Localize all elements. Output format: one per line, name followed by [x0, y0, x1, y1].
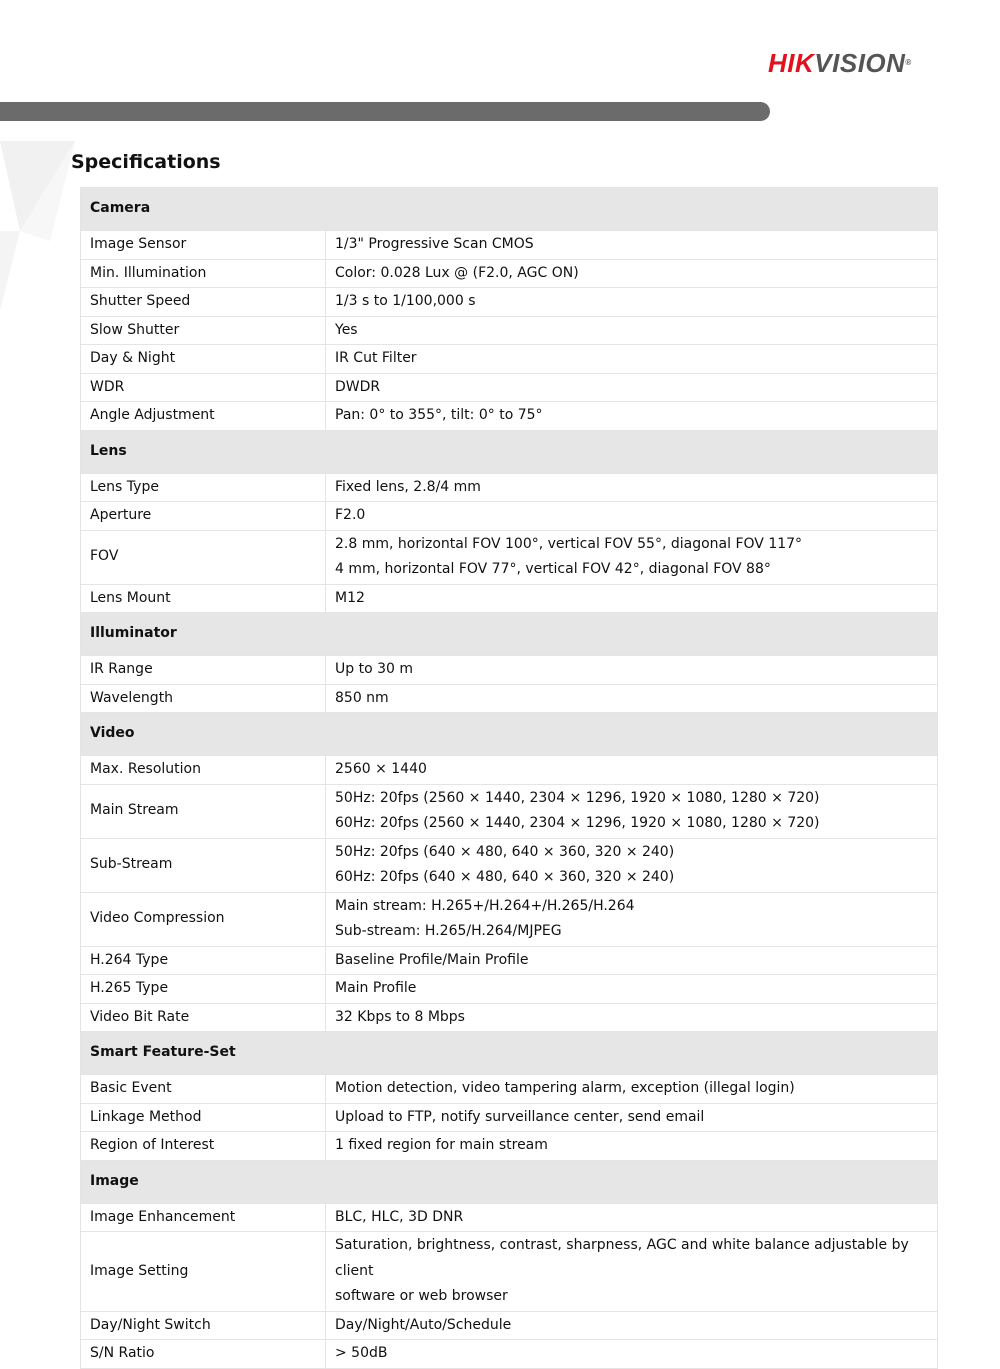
spec-value	[326, 345, 938, 374]
section-title: Smart Feature-Set	[81, 1032, 938, 1075]
spec-value	[326, 473, 938, 502]
spec-value-line: Sub-stream: H.265/H.264/MJPEG	[335, 923, 562, 939]
spec-label: Day & Night	[81, 345, 326, 374]
spec-value-line: 1/3" Progressive Scan CMOS	[335, 236, 534, 252]
spec-value	[326, 530, 938, 584]
spec-row	[81, 316, 938, 345]
spec-label: Image Setting	[81, 1232, 326, 1312]
spec-value	[326, 1103, 938, 1132]
spec-value-line: 1/3 s to 1/100,000 s	[335, 293, 476, 309]
spec-label: H.264 Type	[81, 946, 326, 975]
spec-value-line: Pan: 0° to 355°, tilt: 0° to 75°	[335, 407, 543, 423]
spec-value-line: 2.8 mm, horizontal FOV 100°, vertical FOV 55°, diagonal FOV 117°	[335, 535, 803, 552]
spec-value-line: Main stream: H.265+/H.264+/H.265/H.264	[335, 897, 635, 914]
spec-value	[326, 1232, 938, 1312]
section-title: Lens	[81, 430, 938, 473]
spec-value-line: Motion detection, video tampering alarm, exception (illegal login)	[335, 1080, 795, 1096]
section-title: Video	[81, 713, 938, 756]
spec-label: Image Enhancement	[81, 1203, 326, 1232]
spec-value-line: IR Cut Filter	[335, 350, 417, 366]
spec-value-line: > 50dB	[335, 1345, 388, 1361]
spec-value-line: Saturation, brightness, contrast, sharpness, AGC and white balance adjustable by client	[335, 1237, 909, 1279]
section-header-row	[81, 188, 938, 231]
spec-label: Sub-Stream	[81, 838, 326, 892]
section-title: Camera	[81, 188, 938, 231]
registered-mark: ®	[905, 58, 912, 67]
hikvision-logo	[768, 48, 912, 78]
spec-row	[81, 1132, 938, 1161]
spec-row	[81, 684, 938, 713]
spec-value-line: 50Hz: 20fps (640 × 480, 640 × 360, 320 × 240)	[335, 843, 675, 860]
spec-value	[326, 502, 938, 531]
spec-value	[326, 584, 938, 613]
spec-row	[81, 345, 938, 374]
spec-row	[81, 1203, 938, 1232]
spec-value	[326, 373, 938, 402]
spec-value-line: F2.0	[335, 507, 366, 523]
spec-row	[81, 1075, 938, 1104]
section-header-row	[81, 613, 938, 656]
spec-value	[326, 1075, 938, 1104]
decorative-triangles	[0, 121, 80, 321]
spec-label: Image Sensor	[81, 231, 326, 260]
spec-value	[326, 1340, 938, 1369]
spec-label: Slow Shutter	[81, 316, 326, 345]
logo-part-red: HIK	[768, 48, 815, 78]
spec-label: IR Range	[81, 656, 326, 685]
spec-row	[81, 1340, 938, 1369]
spec-value	[326, 1203, 938, 1232]
spec-row	[81, 1103, 938, 1132]
spec-value-line: Yes	[335, 321, 358, 338]
section-header-row	[81, 1032, 938, 1075]
spec-value-line: M12	[335, 589, 365, 606]
spec-value-line: 60Hz: 20fps (640 × 480, 640 × 360, 320 × 240)	[335, 869, 675, 885]
spec-label: Lens Type	[81, 473, 326, 502]
spec-label: Max. Resolution	[81, 756, 326, 785]
spec-value-line: Baseline Profile/Main Profile	[335, 951, 529, 968]
spec-label: Lens Mount	[81, 584, 326, 613]
spec-value	[326, 259, 938, 288]
spec-value-line: DWDR	[335, 378, 381, 395]
spec-label: Shutter Speed	[81, 288, 326, 317]
spec-label: Wavelength	[81, 684, 326, 713]
spec-row	[81, 584, 938, 613]
spec-value	[326, 656, 938, 685]
spec-value	[326, 784, 938, 838]
section-header-row	[81, 1160, 938, 1203]
spec-value-line: Up to 30 m	[335, 661, 413, 677]
logo-part-gray: VISION	[814, 48, 906, 78]
spec-row	[81, 530, 938, 584]
spec-value	[326, 402, 938, 431]
spec-value	[326, 975, 938, 1004]
spec-value-line: Color: 0.028 Lux @ (F2.0, AGC ON)	[335, 264, 579, 281]
spec-label: Angle Adjustment	[81, 402, 326, 431]
spec-row	[81, 975, 938, 1004]
section-title: Illuminator	[81, 613, 938, 656]
spec-row	[81, 259, 938, 288]
spec-label: Basic Event	[81, 1075, 326, 1104]
spec-value	[326, 1311, 938, 1340]
spec-value	[326, 231, 938, 260]
spec-value-line: 50Hz: 20fps (2560 × 1440, 2304 × 1296, 1920 × 1080, 1280 × 720)	[335, 789, 820, 806]
spec-value-line: 850 nm	[335, 689, 389, 706]
spec-value-line: Main Profile	[335, 980, 417, 996]
spec-value-line: 32 Kbps to 8 Mbps	[335, 1008, 465, 1025]
spec-value	[326, 1003, 938, 1032]
spec-value-line: Day/Night/Auto/Schedule	[335, 1316, 512, 1333]
spec-label: Video Bit Rate	[81, 1003, 326, 1032]
spec-row	[81, 892, 938, 946]
spec-row	[81, 288, 938, 317]
spec-value	[326, 288, 938, 317]
spec-row	[81, 838, 938, 892]
spec-value-line: Fixed lens, 2.8/4 mm	[335, 478, 481, 495]
page-title: Specifications	[71, 151, 221, 173]
spec-row	[81, 402, 938, 431]
spec-value-line: 4 mm, horizontal FOV 77°, vertical FOV 42°, diagonal FOV 88°	[335, 561, 771, 577]
header-bar	[0, 102, 770, 121]
spec-row	[81, 784, 938, 838]
spec-value	[326, 892, 938, 946]
spec-value	[326, 838, 938, 892]
spec-row	[81, 502, 938, 531]
spec-row	[81, 473, 938, 502]
section-header-row	[81, 430, 938, 473]
spec-row	[81, 231, 938, 260]
spec-label: FOV	[81, 530, 326, 584]
spec-label: Video Compression	[81, 892, 326, 946]
spec-value	[326, 1132, 938, 1161]
spec-value-line: 60Hz: 20fps (2560 × 1440, 2304 × 1296, 1920 × 1080, 1280 × 720)	[335, 815, 820, 831]
spec-row	[81, 1311, 938, 1340]
spec-value	[326, 756, 938, 785]
spec-value-line: Upload to FTP, notify surveillance center, send email	[335, 1108, 705, 1125]
spec-label: Day/Night Switch	[81, 1311, 326, 1340]
spec-label: H.265 Type	[81, 975, 326, 1004]
spec-value-line: 1 fixed region for main stream	[335, 1137, 548, 1153]
section-title: Image	[81, 1160, 938, 1203]
spec-row	[81, 756, 938, 785]
spec-value	[326, 946, 938, 975]
spec-label: Aperture	[81, 502, 326, 531]
spec-label: Min. Illumination	[81, 259, 326, 288]
spec-label: WDR	[81, 373, 326, 402]
spec-value-line: software or web browser	[335, 1288, 508, 1304]
spec-value	[326, 684, 938, 713]
spec-row	[81, 656, 938, 685]
spec-row	[81, 1232, 938, 1312]
section-header-row	[81, 713, 938, 756]
spec-label: S/N Ratio	[81, 1340, 326, 1369]
spec-row	[81, 373, 938, 402]
spec-label: Region of Interest	[81, 1132, 326, 1161]
spec-value-line: 2560 × 1440	[335, 761, 427, 777]
spec-label: Main Stream	[81, 784, 326, 838]
spec-row	[81, 1003, 938, 1032]
spec-label: Linkage Method	[81, 1103, 326, 1132]
spec-value-line: BLC, HLC, 3D DNR	[335, 1208, 464, 1225]
spec-value	[326, 316, 938, 345]
spec-row	[81, 946, 938, 975]
specifications-table	[80, 187, 938, 1369]
